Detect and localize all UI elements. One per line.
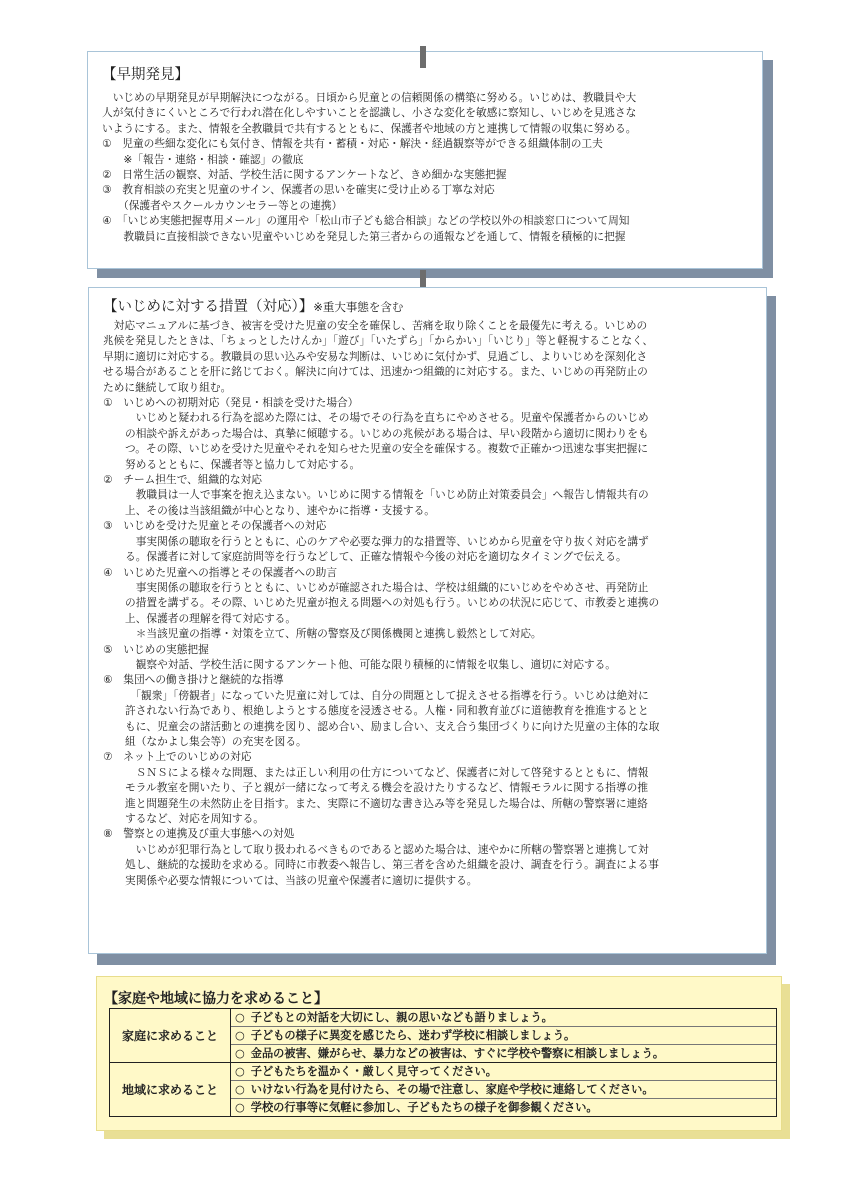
list-item: 教職員に直接相談できない児童やいじめを発見した第三者からの通報などを通して、情報を積極的に把握: [102, 229, 626, 243]
cooperation-table: [109, 1008, 777, 1117]
list-item: [231, 1098, 776, 1116]
list-item: ※「報告・連絡・相談・確認」の徹底: [102, 152, 304, 166]
section-heading: ④ いじめた児童への指導とその保護者への助言: [103, 565, 338, 579]
section-line: 上、保護者の理解を得て対応する。: [125, 611, 297, 625]
measure-section: [103, 472, 752, 518]
section-line: の相談や訴えがあった場合は、真摯に傾聴する。いじめの兆候がある場合は、早い段階から適切に関わりをも: [125, 426, 649, 440]
item-text: 金品の被害、嫌がらせ、暴力などの被害は、すぐに学校や警察に相談しましょう。: [250, 1047, 665, 1060]
measure-section: [103, 395, 752, 472]
section-line: つ。その際、いじめを受けた児童やそれを知らせた児童の安全を確保する。複数で正確かつ迅速な事実把握に: [125, 442, 648, 456]
connector-top: [420, 46, 426, 68]
section-line: もに、児童会の諸活動との連携を図り、認め合い、励まし合い、支え合う集団づくりに向けた児童の主体的な取: [125, 719, 660, 733]
item-text: 子どもたちを温かく・厳しく見守ってください。: [250, 1065, 497, 1078]
section-line: の措置を講ずる。その際、いじめた児童が抱える問題への対処も行う。いじめの状況に応じて、市教委と連携の: [125, 596, 660, 610]
circle-bullet-icon: ○: [235, 1083, 245, 1096]
measure-section: [103, 826, 752, 888]
section-line: 事実関係の聴取を行うとともに、いじめが確認された場合は、学校は組織的にいじめをやめさせ、再発防止: [125, 580, 649, 594]
cooperation-title: 【家庭や地域に協力を求めること】: [104, 991, 328, 1007]
early-detection-title: 【早期発見】: [102, 67, 189, 83]
list-item: ② 日常生活の観察、対話、学校生活に関するアンケートなど、きめ細かな実態把握: [102, 168, 507, 182]
section-line: 努めるとともに、保護者等と協力して対応する。: [125, 457, 361, 471]
list-item: [231, 1009, 776, 1026]
section-line: 組（なかよし集会等）の充実を図る。: [125, 734, 307, 748]
early-detection-intro: [102, 90, 748, 136]
list-item: ① 児童の些細な変化にも気付き、情報を共有・蓄積・対応・解決・経過観察等ができる組織体制の工夫: [102, 137, 603, 151]
measures-title-note: ※重大事態を含む: [313, 300, 404, 314]
row-items: [231, 1009, 777, 1063]
section-line: ＳＮＳによる様々な問題、または正しい利用の仕方についてなど、保護者に対して啓発するとともに、情報: [125, 765, 649, 779]
measures-intro: [103, 318, 752, 395]
row-label: 家庭に求めること: [110, 1009, 231, 1063]
circle-bullet-icon: ○: [235, 1011, 245, 1024]
section-line: 許されない行為であり、根絶しようとする態度を浸透させる。人権・同和教育並びに道徳教育を推進するとと: [125, 704, 649, 718]
section-heading: ① いじめへの初期対応（発見・相談を受けた場合）: [103, 396, 359, 410]
measure-section: [103, 642, 752, 673]
section-heading: ③ いじめを受けた児童とその保護者への対応: [103, 519, 327, 533]
list-item: ③ 教育相談の充実と児童のサイン、保護者の思いを確実に受け止める丁寧な対応: [102, 183, 495, 197]
list-item: [231, 1063, 776, 1080]
intro-line: せる場合があることを肝に銘じておく。解決に向けては、迅速かつ組織的に対応する。また、いじめの再発防止の: [103, 365, 648, 379]
measures-title: [103, 298, 752, 316]
row-label: 地域に求めること: [110, 1063, 231, 1117]
item-text: 子どもとの対話を大切にし、親の思いなども語りましょう。: [250, 1011, 553, 1024]
circle-bullet-icon: ○: [235, 1047, 245, 1060]
circle-bullet-icon: ○: [235, 1065, 245, 1078]
list-item: [231, 1080, 776, 1098]
section-line: る。保護者に対して家庭訪問等を行うなどして、正確な情報や今後の対応を適切なタイミングで伝える。: [125, 550, 627, 564]
list-item: [231, 1026, 776, 1044]
section-line: 上、その後は当該組織が中心となり、速やかに指導・支援する。: [125, 503, 435, 517]
circle-bullet-icon: ○: [235, 1029, 245, 1042]
section-heading: ⑤ いじめの実態把握: [103, 642, 209, 656]
item-text: いけない行為を見付けたら、その場で注意し、家庭や学校に連絡してください。: [250, 1083, 654, 1096]
circle-bullet-icon: ○: [235, 1101, 245, 1114]
measures-sections: [103, 395, 752, 888]
item-text: 子どもの様子に異変を感じたら、迷わず学校に相談しましょう。: [250, 1029, 576, 1042]
measure-section: [103, 518, 752, 564]
section-line: いじめが犯罪行為として取り扱われるべきものであると認めた場合は、速やかに所轄の警察署と連携して対: [125, 842, 649, 856]
early-detection-items: [102, 136, 748, 244]
row-items: [231, 1063, 777, 1117]
section-line: 観察や対話、学校生活に関するアンケート他、可能な限り積極的に情報を収集し、適切に対応する。: [125, 657, 616, 671]
table-row: [110, 1009, 777, 1063]
section-line: いじめと疑われる行為を認めた際には、その場でその行為を直ちにやめさせる。児童や保護者からのいじめ: [125, 411, 649, 425]
section-line: 「観衆」「傍観者」になっていた児童に対しては、自分の問題として捉えさせる指導を行う。いじめは絶対に: [125, 688, 649, 702]
section-heading: ② チーム担生で、組織的な対応: [103, 473, 262, 487]
list-item: [231, 1044, 776, 1062]
section-line: 進と問題発生の未然防止を目指す。また、実際に不適切な書き込み等を発見した場合は、所轄の警察署に連絡: [125, 796, 648, 810]
section-line: 事実関係の聴取を行うとともに、心のケアや必要な弾力的な措置等、いじめから児童を守り抜く対応を講ず: [125, 534, 649, 548]
section-heading: ⑥ 集団への働き掛けと継続的な指導: [103, 673, 284, 687]
early-detection-box: [87, 51, 763, 269]
intro-line: ために継続して取り組む。: [103, 380, 232, 394]
intro-line: いじめの早期発見が早期解決につながる。日頃から児童との信頼関係の構築に努める。いじめは、教職員や大: [102, 91, 637, 104]
measure-section: [103, 565, 752, 642]
measure-section: [103, 749, 752, 826]
section-line: モラル教室を開いたり、子と親が一緒になって考える機会を設けたりするなど、情報モラルに関する指導の推: [125, 781, 649, 795]
intro-line: 対応マニュアルに基づき、被害を受けた児童の安全を確保し、苦痛を取り除くことを最優先に考える。いじめの: [103, 319, 648, 332]
measure-section: [103, 672, 752, 749]
section-line: 実関係や必要な情報については、当該の児童や保護者に適切に提供する。: [125, 873, 478, 887]
section-heading: ⑧ 警察との連携及び重大事態への対処: [103, 827, 295, 841]
intro-line: 兆候を発見したときは、「ちょっとしたけんか」「遊び」「いたずら」「からかい」「いじり」等と軽視することなく、: [103, 334, 654, 348]
measures-box: [88, 287, 767, 954]
section-line: 処し、継続的な援助を求める。同時に市教委へ報告し、第三者を含めた組織を設け、調査を行う。調査による事: [125, 858, 659, 872]
item-text: 学校の行事等に気軽に参加し、子どもたちの様子を御参観ください。: [250, 1101, 598, 1114]
list-item: ④ 「いじめ実態把握専用メール」の運用や「松山市子ども総合相談」などの学校以外の相談窓口について周知: [102, 214, 630, 228]
intro-line: いようにする。また、情報を全教職員で共有するとともに、保護者や地域の方と連携して情報の収集に努める。: [102, 121, 637, 135]
table-row: [110, 1063, 777, 1117]
intro-line: 早期に適切に対応する。教職員の思い込みや安易な判断は、いじめに気付かず、見過ごし、よりいじめを深刻化さ: [103, 349, 648, 363]
section-heading: ⑦ ネット上でのいじめの対応: [103, 750, 252, 764]
intro-line: 人が気付きにくいところで行われ潜在化しやすいことを認識し、小さな変化を敏感に察知し、いじめを見逃さな: [102, 106, 637, 120]
section-line: ＊当該児童の指導・対策を立て、所轄の警察及び関係機関と連携し毅然として対応。: [125, 627, 542, 641]
list-item: （保護者やスクールカウンセラー等との連携）: [102, 198, 343, 212]
section-line: するなど、対応を周知する。: [125, 812, 264, 825]
measures-title-text: 【いじめに対する措置（対応）】: [103, 299, 314, 315]
section-line: 教職員は一人で事案を抱え込まない。いじめに関する情報を「いじめ防止対策委員会」へ報告し情報共有の: [125, 488, 649, 502]
